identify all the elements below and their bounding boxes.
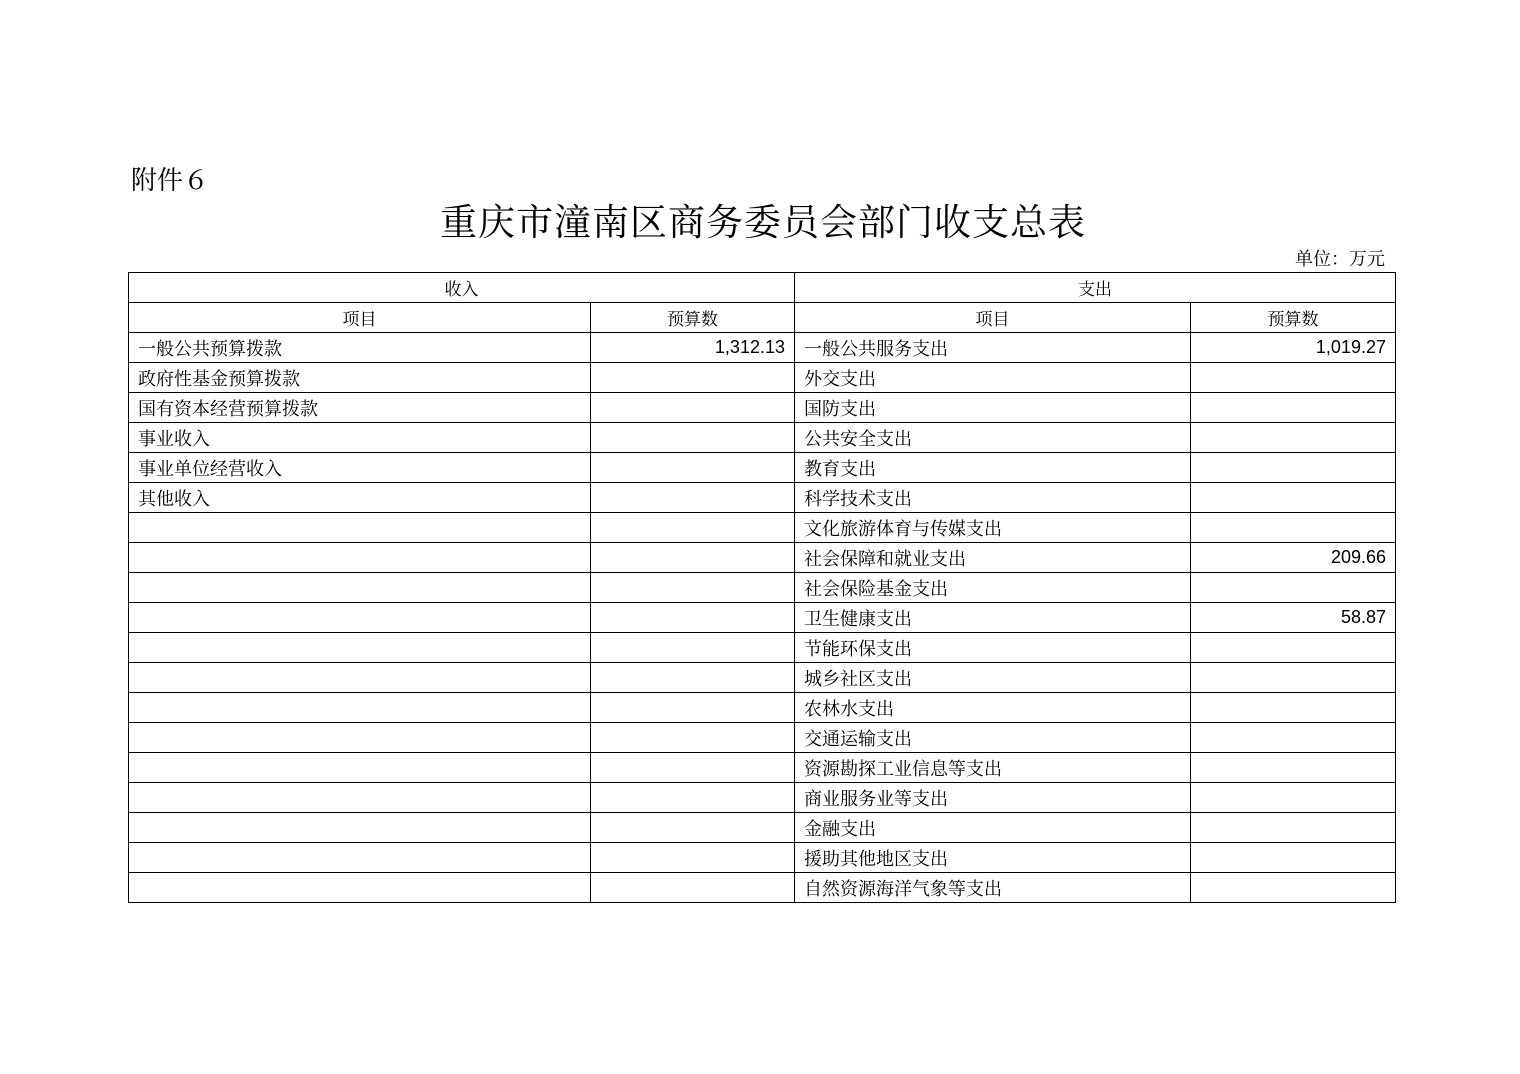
expense-budget-cell — [1191, 483, 1396, 513]
table-row — [129, 393, 1396, 423]
table-row — [129, 633, 1396, 663]
income-item-cell — [129, 633, 591, 663]
expense-budget-cell — [1191, 753, 1396, 783]
income-item-cell — [129, 783, 591, 813]
table-row — [129, 603, 1396, 633]
income-budget-cell — [591, 663, 795, 693]
income-budget-cell — [591, 543, 795, 573]
table-body — [129, 333, 1396, 903]
income-budget-header: 预算数 — [591, 303, 795, 333]
income-budget-cell: 1,312.13 — [591, 333, 795, 363]
expense-item-cell: 节能环保支出 — [795, 633, 1191, 663]
income-budget-cell — [591, 723, 795, 753]
expense-budget-cell — [1191, 693, 1396, 723]
income-item-cell — [129, 513, 591, 543]
table-row — [129, 333, 1396, 363]
income-item-cell — [129, 573, 591, 603]
table-row — [129, 723, 1396, 753]
expense-item-cell: 社会保险基金支出 — [795, 573, 1191, 603]
expense-item-cell: 商业服务业等支出 — [795, 783, 1191, 813]
income-budget-cell — [591, 453, 795, 483]
expense-budget-cell — [1191, 573, 1396, 603]
expense-item-cell: 金融支出 — [795, 813, 1191, 843]
expense-item-cell: 文化旅游体育与传媒支出 — [795, 513, 1191, 543]
income-group-header: 收入 — [129, 273, 795, 303]
expense-item-cell: 卫生健康支出 — [795, 603, 1191, 633]
income-item-header: 项目 — [129, 303, 591, 333]
income-item-cell: 一般公共预算拨款 — [129, 333, 591, 363]
expense-item-cell: 社会保障和就业支出 — [795, 543, 1191, 573]
table-row — [129, 423, 1396, 453]
income-budget-cell — [591, 873, 795, 903]
table-row — [129, 483, 1396, 513]
table-row — [129, 513, 1396, 543]
expense-item-cell: 自然资源海洋气象等支出 — [795, 873, 1191, 903]
income-item-cell — [129, 873, 591, 903]
expense-budget-cell — [1191, 393, 1396, 423]
table-row — [129, 843, 1396, 873]
table-row — [129, 573, 1396, 603]
expense-item-cell: 教育支出 — [795, 453, 1191, 483]
expense-item-cell: 公共安全支出 — [795, 423, 1191, 453]
income-item-cell: 国有资本经营预算拨款 — [129, 393, 591, 423]
table-row — [129, 753, 1396, 783]
income-budget-cell — [591, 483, 795, 513]
income-budget-cell — [591, 633, 795, 663]
expense-budget-cell: 58.87 — [1191, 603, 1396, 633]
income-budget-cell — [591, 513, 795, 543]
income-budget-cell — [591, 393, 795, 423]
income-item-cell — [129, 543, 591, 573]
attachment-label: 附件６ — [131, 166, 210, 196]
expense-budget-cell — [1191, 363, 1396, 393]
table-row — [129, 813, 1396, 843]
expense-budget-cell — [1191, 723, 1396, 753]
income-budget-cell — [591, 693, 795, 723]
table-row — [129, 543, 1396, 573]
expense-item-cell: 外交支出 — [795, 363, 1191, 393]
expense-item-header: 项目 — [795, 303, 1191, 333]
column-header-row — [129, 303, 1396, 333]
income-item-cell: 其他收入 — [129, 483, 591, 513]
expense-item-cell: 援助其他地区支出 — [795, 843, 1191, 873]
income-item-cell: 事业收入 — [129, 423, 591, 453]
budget-summary-table — [128, 272, 1396, 903]
table-row — [129, 693, 1396, 723]
expense-item-cell: 国防支出 — [795, 393, 1191, 423]
expense-budget-cell — [1191, 813, 1396, 843]
income-item-cell: 政府性基金预算拨款 — [129, 363, 591, 393]
expense-group-header: 支出 — [795, 273, 1396, 303]
expense-budget-header: 预算数 — [1191, 303, 1396, 333]
expense-item-cell: 城乡社区支出 — [795, 663, 1191, 693]
expense-item-cell: 一般公共服务支出 — [795, 333, 1191, 363]
expense-budget-cell — [1191, 513, 1396, 543]
income-item-cell: 事业单位经营收入 — [129, 453, 591, 483]
expense-budget-cell — [1191, 873, 1396, 903]
expense-budget-cell — [1191, 453, 1396, 483]
income-budget-cell — [591, 363, 795, 393]
expense-budget-cell — [1191, 843, 1396, 873]
income-budget-cell — [591, 813, 795, 843]
expense-item-cell: 农林水支出 — [795, 693, 1191, 723]
income-item-cell — [129, 663, 591, 693]
income-item-cell — [129, 723, 591, 753]
income-item-cell — [129, 843, 591, 873]
income-budget-cell — [591, 423, 795, 453]
expense-budget-cell: 209.66 — [1191, 543, 1396, 573]
expense-budget-cell — [1191, 633, 1396, 663]
expense-budget-cell — [1191, 423, 1396, 453]
income-budget-cell — [591, 603, 795, 633]
income-budget-cell — [591, 843, 795, 873]
group-header-row — [129, 273, 1396, 303]
income-item-cell — [129, 813, 591, 843]
income-budget-cell — [591, 783, 795, 813]
income-budget-cell — [591, 573, 795, 603]
expense-item-cell: 资源勘探工业信息等支出 — [795, 753, 1191, 783]
income-item-cell — [129, 753, 591, 783]
page-title: 重庆市潼南区商务委员会部门收支总表 — [440, 201, 1086, 244]
expense-budget-cell: 1,019.27 — [1191, 333, 1396, 363]
table-row — [129, 363, 1396, 393]
income-item-cell — [129, 693, 591, 723]
table-row — [129, 663, 1396, 693]
expense-budget-cell — [1191, 663, 1396, 693]
income-budget-cell — [591, 753, 795, 783]
expense-item-cell: 科学技术支出 — [795, 483, 1191, 513]
table-row — [129, 873, 1396, 903]
expense-budget-cell — [1191, 783, 1396, 813]
expense-item-cell: 交通运输支出 — [795, 723, 1191, 753]
table-row — [129, 783, 1396, 813]
unit-label: 单位：万元 — [1295, 249, 1385, 270]
table-row — [129, 453, 1396, 483]
income-item-cell — [129, 603, 591, 633]
